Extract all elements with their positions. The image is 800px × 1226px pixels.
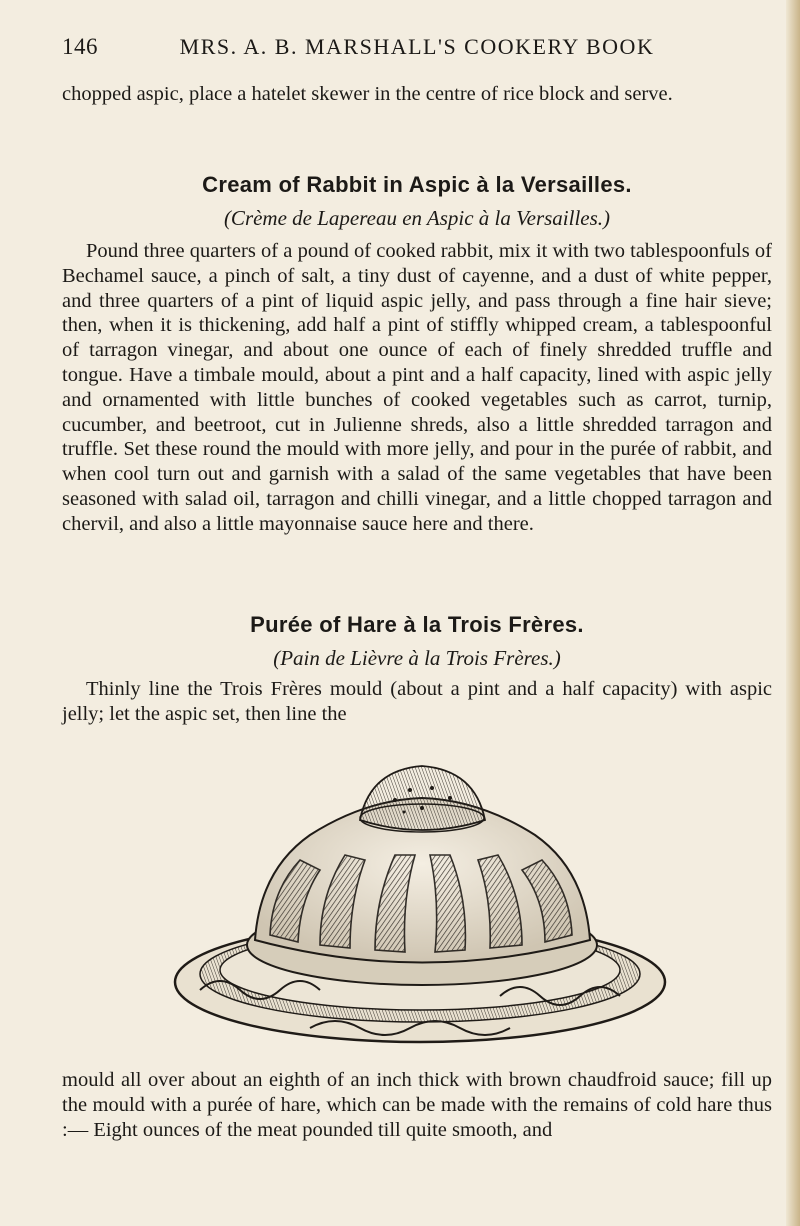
opening-paragraph-block (62, 82, 772, 107)
page-number: 146 (62, 34, 98, 59)
recipe-body-continued: mould all over about an eighth of an inch thick with brown chaudfroid sauce; fill up the mould with a purée of hare, which can be made with the remains of cold hare thus :— Eight ounces of the meat pounded till quite smooth, and (62, 1069, 772, 1141)
ring-mould-dish-engraving (160, 760, 670, 1060)
opening-paragraph: chopped aspic, place a hatelet skewer in the centre of rice block and serve. (62, 83, 673, 105)
recipe-subtitle: (Pain de Lièvre à la Trois Frères.) (273, 646, 561, 670)
recipe-body: Thinly line the Trois Frères mould (about a pint and a half capacity) with aspic jelly; let the aspic set, then line the (62, 678, 772, 725)
recipe-title: Purée of Hare à la Trois Frères. (250, 612, 584, 637)
continued-paragraph-block (62, 1068, 772, 1142)
page-edge (786, 0, 800, 1226)
recipe-title: Cream of Rabbit in Aspic à la Versailles. (202, 172, 632, 197)
recipe-body: Pound three quarters of a pound of cooked rabbit, mix it with two tablespoonfuls of Bechamel sauce, a pinch of salt, a tiny dust of cayenne, and a dust of white pepper, and three quarters of a pint of liquid aspic jelly, and pass through a fine hair sieve; then, when it is thickening, add half a pint of stiffly whipped cream, a tablespoonful of tarragon vinegar, and about one ounce of each of finely shredded truffle and tongue. Have a timbale mould, about a pint and a half capacity, lined with aspic jelly and ornamented with little bunches of cooked vegetables such as carrot, turnip, cucumber, and beetroot, cut in Julienne shreds, also a little shredded tarragon and truffle. Set these round the mould with more jelly, and pour in the purée of rabbit, and when cool turn out and garnish with a salad of the same vegetables that have been seasoned with salad oil, tarragon and chilli vinegar, and a little chopped tarragon and chervil, and also a little mayonnaise sauce here and there. (62, 240, 772, 535)
recipe-rabbit (62, 172, 772, 537)
running-header (62, 34, 772, 64)
recipe-subtitle: (Crème de Lapereau en Aspic à la Versailles.) (223, 206, 611, 230)
running-title: MRS. A. B. MARSHALL'S COOKERY BOOK (179, 34, 655, 59)
recipe-hare (62, 612, 772, 727)
